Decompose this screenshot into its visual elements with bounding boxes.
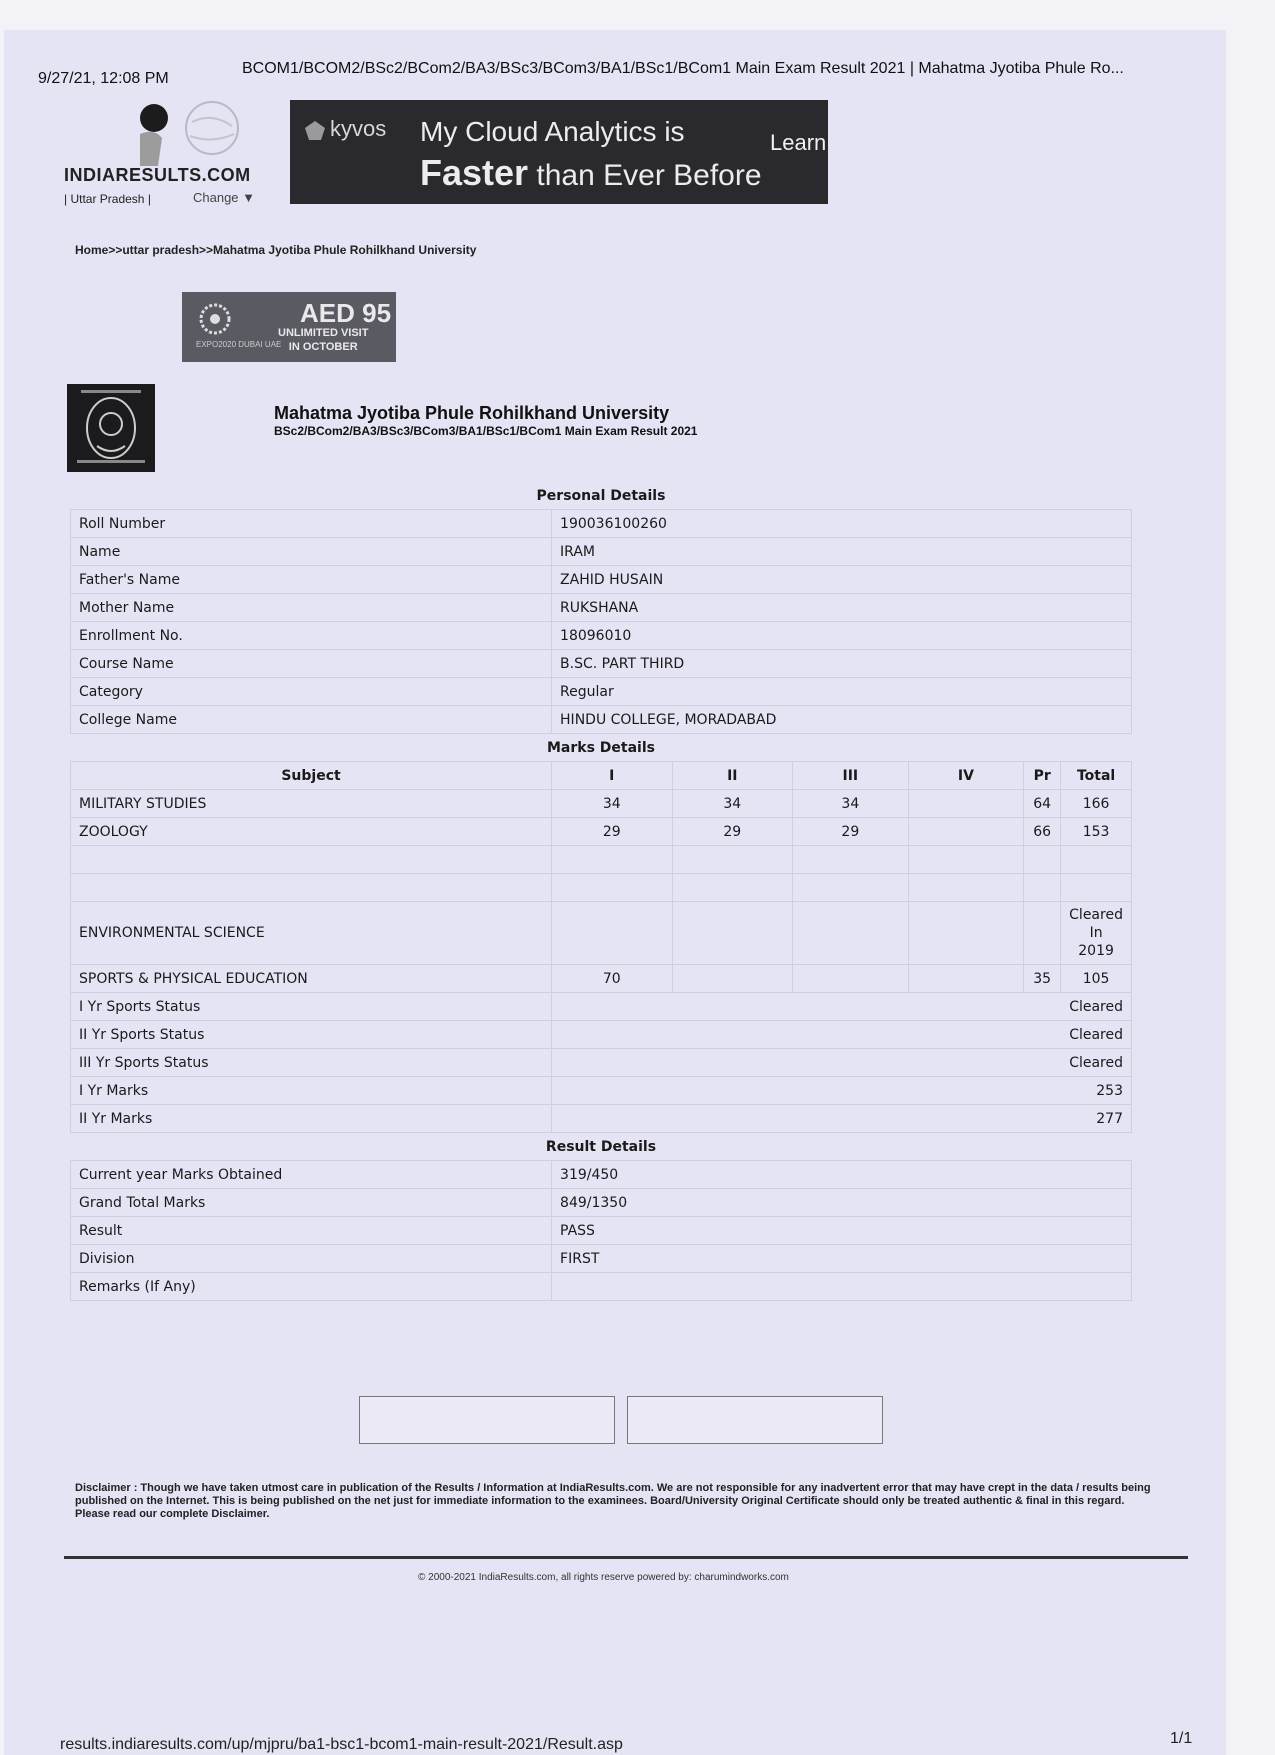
ad-headline: My Cloud Analytics is (420, 116, 685, 147)
env-status-line1: Cleared (1069, 907, 1123, 923)
subject-name: ZOOLOGY (71, 818, 552, 846)
remarks-label: Remarks (If Any) (71, 1273, 552, 1301)
mark-iv (908, 818, 1024, 846)
mark-i: 34 (552, 790, 673, 818)
footer-divider (64, 1556, 1188, 1559)
table-row (71, 902, 1132, 965)
expo-logo-icon (198, 302, 232, 336)
i-yr-marks-value: 253 (552, 1077, 1132, 1105)
table-row (71, 993, 1132, 1021)
ad-offer-line1: UNLIMITED VISIT (278, 327, 369, 339)
marks-header-row (71, 762, 1132, 790)
course-value: B.SC. PART THIRD (552, 650, 1132, 678)
mark-iii: 34 (793, 790, 909, 818)
university-name: Mahatma Jyotiba Phule Rohilkhand University (274, 403, 670, 423)
empty-cell (793, 965, 909, 993)
mark-i: 29 (552, 818, 673, 846)
subject-name: MILITARY STUDIES (71, 790, 552, 818)
table-row (71, 566, 1132, 594)
i-yr-sports-value: Cleared (552, 993, 1132, 1021)
empty-row (71, 846, 1132, 874)
ii-yr-marks-label: II Yr Marks (71, 1105, 552, 1133)
mark-ii: 29 (672, 818, 793, 846)
mark-total: 166 (1061, 790, 1132, 818)
empty-cell (908, 902, 1024, 965)
empty-cell (672, 965, 793, 993)
table-row (71, 1217, 1132, 1245)
print-button[interactable] (359, 1396, 615, 1444)
empty-cell (908, 874, 1024, 902)
breadcrumb[interactable]: Home>>uttar pradesh>>Mahatma Jyotiba Phule Rohilkhand University (75, 243, 477, 257)
name-label: Name (71, 538, 552, 566)
ad-offer (278, 326, 368, 354)
ad-subheadline (420, 152, 762, 194)
ii-yr-marks-value: 277 (552, 1105, 1132, 1133)
result-label: Result (71, 1217, 552, 1245)
grand-total-label: Grand Total Marks (71, 1189, 552, 1217)
ad-rest: than Ever Before (536, 159, 762, 192)
ad-bold-word: Faster (420, 152, 529, 193)
empty-cell (552, 846, 673, 874)
ad-brand: kyvos (330, 116, 387, 141)
col-iv: IV (908, 762, 1024, 790)
table-row (71, 622, 1132, 650)
empty-cell (793, 902, 909, 965)
table-row (71, 1273, 1132, 1301)
marks-details-heading-row (71, 734, 1132, 762)
table-row (71, 538, 1132, 566)
col-i: I (552, 762, 673, 790)
empty-cell (908, 846, 1024, 874)
i-yr-sports-label: I Yr Sports Status (71, 993, 552, 1021)
iii-yr-sports-label: III Yr Sports Status (71, 1049, 552, 1077)
table-row (71, 818, 1132, 846)
sports-name: SPORTS & PHYSICAL EDUCATION (71, 965, 552, 993)
remarks-value (552, 1273, 1132, 1301)
empty-cell (672, 902, 793, 965)
category-label: Category (71, 678, 552, 706)
course-label: Course Name (71, 650, 552, 678)
grand-total-value: 849/1350 (552, 1189, 1132, 1217)
mother-name-value: RUKSHANA (552, 594, 1132, 622)
enrollment-value: 18096010 (552, 622, 1132, 650)
print-datetime: 9/27/21, 12:08 PM (38, 70, 169, 87)
result-details-heading: Result Details (545, 1138, 657, 1155)
category-value: Regular (552, 678, 1132, 706)
result-value: PASS (552, 1217, 1132, 1245)
disclaimer: Disclaimer : Though we have taken utmost care in publication of the Results / Information at IndiaResults.com. We are not responsible for any inadvertent error that may have crept in the data / results being published on the Internet. This is being published on the net just for immediate information to the examinees. Board/University Original Certificate should only be treated authentic & final in this regard. Please read our complete Disclaimer. (75, 1482, 1151, 1520)
table-row (71, 1021, 1132, 1049)
i-yr-marks-label: I Yr Marks (71, 1077, 552, 1105)
marks-details-heading: Marks Details (547, 739, 655, 756)
division-label: Division (71, 1245, 552, 1273)
table-row (71, 1161, 1132, 1189)
expo-ad-banner[interactable] (182, 292, 396, 362)
empty-cell (793, 874, 909, 902)
env-status-line2: In (1089, 925, 1103, 941)
back-button[interactable] (627, 1396, 883, 1444)
ad-learn-button[interactable]: Learn (770, 130, 827, 155)
table-row (71, 678, 1132, 706)
env-science-name: ENVIRONMENTAL SCIENCE (71, 902, 552, 965)
expo-label: EXPO2020 DUBAI UAE (196, 340, 282, 349)
sports-mark-pr: 35 (1024, 965, 1061, 993)
empty-cell (71, 874, 552, 902)
empty-cell (1024, 874, 1061, 902)
empty-cell (672, 874, 793, 902)
col-iii: III (793, 762, 909, 790)
empty-cell (552, 902, 673, 965)
mark-iv (908, 790, 1024, 818)
sports-mark-i: 70 (552, 965, 673, 993)
table-row (71, 790, 1132, 818)
father-name-value: ZAHID HUSAIN (552, 566, 1132, 594)
roll-number-value: 190036100260 (552, 510, 1132, 538)
mother-name-label: Mother Name (71, 594, 552, 622)
empty-cell (672, 846, 793, 874)
mark-total: 153 (1061, 818, 1132, 846)
mark-pr: 66 (1024, 818, 1061, 846)
logo-globe-icon (186, 102, 238, 154)
mark-ii: 34 (672, 790, 793, 818)
empty-cell (793, 846, 909, 874)
table-row (71, 510, 1132, 538)
logo-person-body-icon (140, 132, 162, 166)
table-row (71, 965, 1132, 993)
empty-cell (1061, 846, 1132, 874)
personal-details-heading-row (71, 482, 1132, 510)
mark-pr: 64 (1024, 790, 1061, 818)
personal-details-heading: Personal Details (536, 487, 666, 504)
division-value: FIRST (552, 1245, 1132, 1273)
env-status-line3: 2019 (1078, 943, 1114, 959)
table-row (71, 594, 1132, 622)
kyvos-ad-banner[interactable] (290, 100, 828, 204)
copyright: © 2000-2021 IndiaResults.com, all rights reserve powered by: charumindworks.com (418, 1572, 789, 1583)
iii-yr-sports-value: Cleared (552, 1049, 1132, 1077)
table-row (71, 1189, 1132, 1217)
site-name[interactable]: INDIARESULTS.COM (64, 165, 251, 185)
logo-person-head-icon (140, 104, 168, 132)
empty-cell (71, 846, 552, 874)
mark-iii: 29 (793, 818, 909, 846)
change-state-link[interactable]: Change ▼ (193, 190, 256, 205)
university-seal-icon (67, 384, 155, 472)
col-total: Total (1061, 762, 1132, 790)
state-label: | Uttar Pradesh | (64, 192, 151, 206)
col-pr: Pr (1024, 762, 1061, 790)
empty-cell (908, 965, 1024, 993)
table-row (71, 1049, 1132, 1077)
env-science-status (1061, 902, 1132, 965)
table-row (71, 1077, 1132, 1105)
print-url: results.indiaresults.com/up/mjpru/ba1-bsc1-bcom1-main-result-2021/Result.asp (60, 1736, 623, 1753)
table-row (71, 1245, 1132, 1273)
sports-mark-total: 105 (1061, 965, 1132, 993)
current-year-marks-value: 319/450 (552, 1161, 1132, 1189)
print-page-number: 1/1 (1170, 1730, 1193, 1747)
print-page-title: BCOM1/BCOM2/BSc2/BCom2/BA3/BSc3/BCom3/BA1/BSc1/BCom1 Main Exam Result 2021 | Mahatma Jyotiba Phule Ro... (242, 60, 1124, 77)
ad-offer-line2: IN OCTOBER (288, 341, 358, 353)
ii-yr-sports-label: II Yr Sports Status (71, 1021, 552, 1049)
empty-row (71, 874, 1132, 902)
kyvos-logo-icon (304, 120, 326, 147)
college-label: College Name (71, 706, 552, 734)
current-year-marks-label: Current year Marks Obtained (71, 1161, 552, 1189)
empty-cell (552, 874, 673, 902)
table-row (71, 650, 1132, 678)
father-name-label: Father's Name (71, 566, 552, 594)
enrollment-label: Enrollment No. (71, 622, 552, 650)
table-row (71, 706, 1132, 734)
empty-cell (1061, 874, 1132, 902)
empty-cell (1024, 846, 1061, 874)
college-value: HINDU COLLEGE, MORADABAD (552, 706, 1132, 734)
col-subject: Subject (71, 762, 552, 790)
result-table (70, 482, 1132, 1301)
table-row (71, 1105, 1132, 1133)
empty-cell (1024, 902, 1061, 965)
result-details-heading-row (71, 1133, 1132, 1161)
roll-number-label: Roll Number (71, 510, 552, 538)
ad-price: AED 95 (300, 298, 392, 328)
exam-name: BSc2/BCom2/BA3/BSc3/BCom3/BA1/BSc1/BCom1 Main Exam Result 2021 (274, 424, 698, 438)
name-value: IRAM (552, 538, 1132, 566)
col-ii: II (672, 762, 793, 790)
ii-yr-sports-value: Cleared (552, 1021, 1132, 1049)
